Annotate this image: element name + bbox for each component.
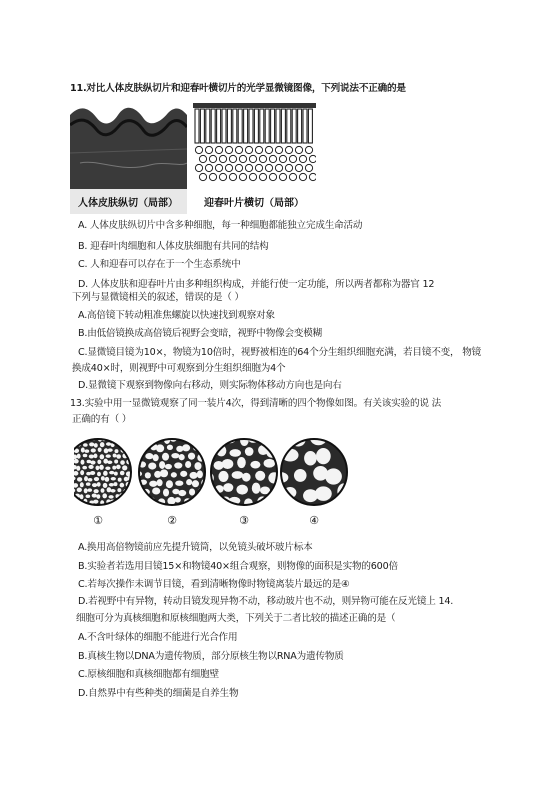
- q12-option-c: C.显微镜目镜为10×，物镜为10倍时，视野被相连的64个分生组织细胞充满，若目镜不变， 物镜: [78, 347, 482, 358]
- q14-option-d: D.自然界中有些种类的细菌是自养生物: [78, 688, 239, 699]
- q13-stem: 13.实验中用一显微镜观察了同一装片4次，得到清晰的四个物像如图。有关该实验的说 法: [70, 398, 441, 409]
- q12-option-b: B.由低倍镜换成高倍镜后视野会变暗，视野中物像会变模糊: [78, 328, 323, 339]
- q13-option-d: D.若视野中有异物，转动目镜发现异物不动，移动玻片也不动，则异物可能在反光镜上 14.: [78, 596, 454, 607]
- view-label-4: ④: [309, 514, 319, 527]
- view-label-2: ②: [167, 514, 177, 527]
- q12-option-a: A.高倍镜下转动粗准焦螺旋以快速找到观察对象: [78, 310, 275, 321]
- view-label-1: ①: [93, 514, 103, 527]
- q13-option-c: C.若每次操作未调节目镜，看到清晰物像时物镜离装片最远的是④: [78, 579, 350, 590]
- q12-option-d: D.显微镜下观察到物像向右移动，则实际物体移动方向也是向右: [78, 380, 342, 391]
- skin-section-micrograph: [70, 103, 187, 214]
- q11-option-a: A. 人体皮肤纵切片中含多种细胞，每一种细胞都能独立完成生命活动: [78, 220, 363, 231]
- q13-option-b: B.实验者若选用目镜15×和物镜40×组合观察，则物像的面积是实物的600倍: [78, 561, 398, 572]
- q11-option-d: D. 人体皮肤和迎春叶片由多种组织构成，并能行使一定功能，所以两者都称为器官 12: [78, 279, 435, 290]
- q13-option-a: A.换用高倍物镜前应先提升镜筒，以免镜头破坏玻片标本: [78, 542, 313, 553]
- q14-option-c: C.原核细胞和真核细胞都有细胞壁: [78, 669, 219, 680]
- q14-stem: 细胞可分为真核细胞和原核细胞两大类，下列关于二者比较的描述正确的是（: [76, 613, 396, 624]
- q13-stem-cont: 正确的有（ ）: [72, 414, 132, 425]
- skin-caption: 人体皮肤纵切（局部）: [78, 198, 178, 209]
- q12-option-c-cont: 换成40×时，则视野中可观察到分生组织细胞为4个: [72, 363, 286, 374]
- q11-option-c: C. 人和迎春可以存在于一个生态系统中: [78, 259, 241, 270]
- q14-option-b: B.真核生物以DNA为遗传物质，部分原核生物以RNA为遗传物质: [78, 651, 344, 662]
- leaf-section-micrograph: [193, 103, 316, 214]
- q11-option-b: B. 迎春叶肉细胞和人体皮肤细胞有共同的结构: [78, 241, 269, 252]
- q14-option-a: A.不含叶绿体的细胞不能进行光合作用: [78, 632, 238, 643]
- leaf-caption: 迎春叶片横切（局部）: [204, 198, 304, 209]
- q11-stem: 11.对比人体皮肤纵切片和迎春叶横切片的光学显微镜图像，下列说法不正确的是: [70, 83, 406, 94]
- q12-stem: 下列与显微镜相关的叙述，错误的是（ ）: [72, 292, 244, 303]
- microscope-views-figure: [74, 434, 354, 534]
- view-label-3: ③: [239, 514, 249, 527]
